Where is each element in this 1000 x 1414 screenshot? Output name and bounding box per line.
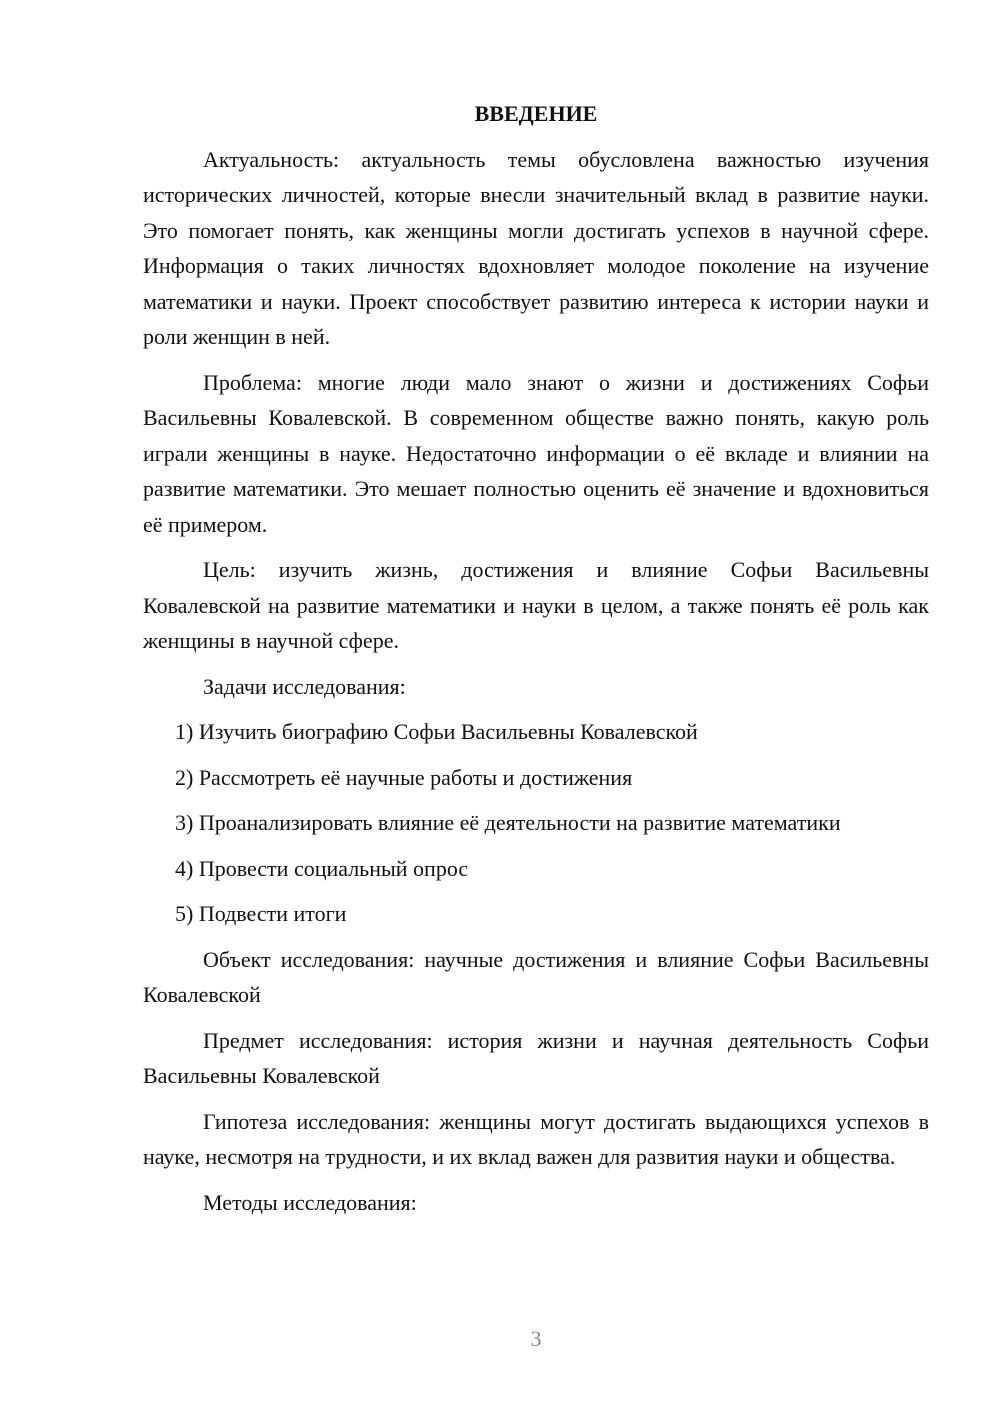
- paragraph-hypothesis: Гипотеза исследования: женщины могут достигать выдающихся успехов в науке, несмотря на трудности, и их вклад важен для развития науки и общества.: [143, 1108, 929, 1169]
- page-number: 3: [530, 1326, 542, 1351]
- tasks-list: [143, 714, 929, 932]
- list-item: 3) Проанализировать влияние её деятельности на развитие математики: [175, 810, 841, 835]
- paragraph-goal: Цель: изучить жизнь, достижения и влияние Софьи Васильевны Ковалевской на развитие математики и науки в целом, а также понять её роль как женщины в научной сфере.: [143, 557, 929, 653]
- tasks-heading: Задачи исследования:: [203, 673, 406, 699]
- methods-heading: Методы исследования:: [203, 1189, 417, 1215]
- paragraph-object: Объект исследования: научные достижения и влияние Софьи Васильевны Ковалевской: [143, 946, 929, 1007]
- list-item: 1) Изучить биографию Софьи Васильевны Ковалевской: [175, 719, 698, 744]
- paragraph-problem: Проблема: многие люди мало знают о жизни и достижениях Софьи Васильевны Ковалевской. В современном обществе важно понять, какую роль играли женщины в науке. Недостаточно информации о её вкладе и влиянии на развитие математики. Это мешает полностью оценить её значение и вдохновиться её примером.: [143, 369, 929, 537]
- page-title: ВВЕДЕНИЕ: [474, 101, 598, 126]
- list-item: 4) Провести социальный опрос: [175, 855, 469, 881]
- paragraph-subject: Предмет исследования: история жизни и научная деятельность Софьи Васильевны Ковалевской: [143, 1027, 929, 1088]
- paragraph-relevance: Актуальность: актуальность темы обусловлена важностью изучения исторических личностей, которые внесли значительный вклад в развитие науки. Это помогает понять, как женщины могли достигать успехов в научной сфере. Информация о таких личностях вдохновляет молодое поколение на изучение математики и науки. Проект способствует развитию интереса к истории науки и роли женщин в ней.: [143, 146, 929, 349]
- list-item: 2) Рассмотреть её научные работы и достижения: [175, 764, 633, 790]
- list-item: 5) Подвести итоги: [175, 901, 347, 926]
- page-content: [143, 96, 929, 1230]
